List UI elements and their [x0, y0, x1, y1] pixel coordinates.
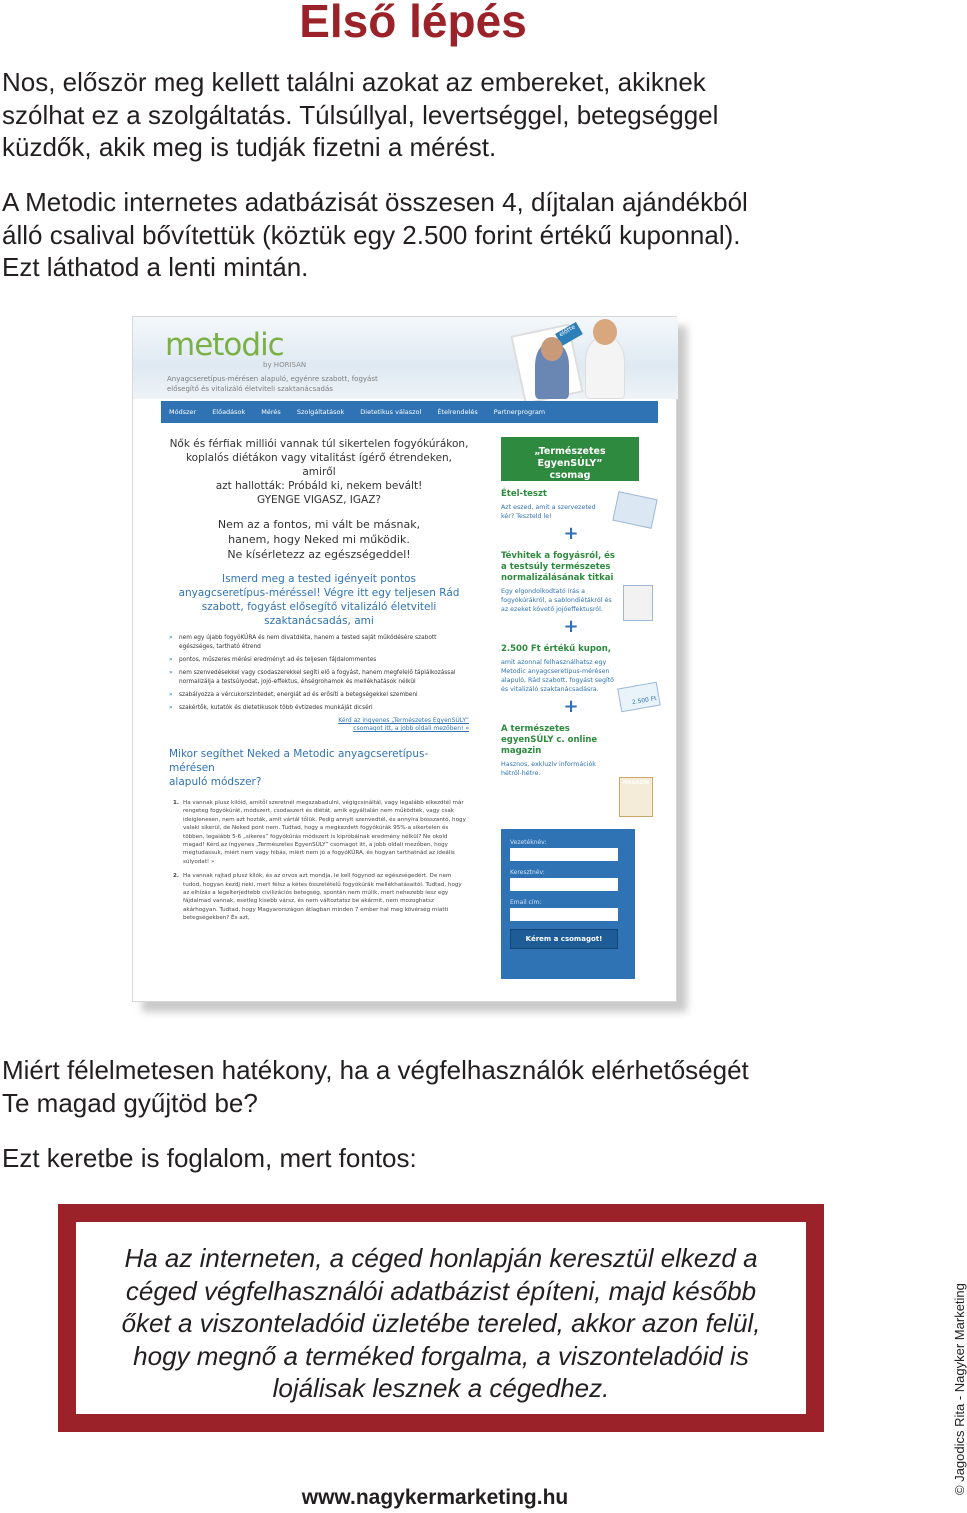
list-item: » nem egy újabb fogyóKÚRA és nem divatdiéta, hanem a tested saját működésére szabott egészséges, tartható étrend — [169, 634, 469, 652]
firstname-input[interactable] — [510, 878, 618, 891]
site-intro — [169, 437, 469, 507]
text-line: „Természetes EgyenSÚLY” — [534, 446, 606, 469]
text-line: szaktanácsadás, ami — [264, 615, 374, 627]
list-item-text: Ha vannak plusz kilóid, amitől szeretnél megszabadulni, végigcsináltál, vagy legalább elkezdtél már rengeteg fogyókúrát, módszert, csodaszert és diétát, amik egyáltalán nem működtek, vagy csak ideiglenesen, nem azt hozták, amit vártál tőlük. Pedig annyit szenvedtél, és annyira bosszantó, hogy valaki sikerül, de Neked pont nem. Tudtad, hogy a megkezdett fogyókúrák 95%-a sikertelen és többen, legalább 5-6 „sikeres” fogyókúrás módszert is kipróbálnak eredmény nélkül? Ne okold magad! Kérd az ingyenes „Természetes EgyenSÚLY” csomagot itt, a jobb oldali mezőben, hogy megtudassuk, miért nem vagy hibás, miért nem jó a fogyóKÚRA, és hogyan tarthatnád az ideális súlyodat! » — [183, 800, 466, 865]
text-line: Miért félelmetesen hatékony, ha a végfelhasználók elérhetőségét — [2, 1055, 749, 1085]
gift-text: Azt eszed, amit a szervezeted kér? Teszteld le! — [501, 504, 596, 520]
text-line: csomagot itt, a jobb oldali mezőben! » — [353, 725, 469, 732]
nav-item-modszer[interactable]: Módszer — [169, 408, 197, 416]
text-line: Nők és férfiak milliói vannak túl sikertelen fogyókúrákon, — [169, 438, 469, 450]
gift-title: A természetes egyenSÚLY c. online magazin — [501, 724, 598, 756]
list-item: 2. Ha vannak rajtad plusz kilók, és az orvos azt mondja, le kell fogynod az egészségedért. De nem tudod, hogyan kezdj neki, mert félsz a kétes összetételű fogyókúrák mellékhatásaitól. Tudtad, hogy az elhízás a legelterjedtebb civilizációs betegség, spontán nem múlik, mert nehezebb lesz egy fájdalmad vannak, esetleg kisebb vársz, és nem változtatsz be akármit, nem mozoghatsz akárhogyan. Tudtad, hogy Magyarországon átlagban minden 7 ember hal meg kövérség miatti betegségekben? És azt, — [173, 873, 462, 922]
site-intro-3 — [169, 572, 469, 628]
site-header — [133, 317, 678, 399]
text-line: küzdők, akik meg is tudják fizetni a mérést. — [2, 132, 497, 162]
text-line: álló csalival bővítettük (köztük egy 2.500 forint értékű kuponnal). — [2, 219, 741, 250]
text-line: Kérd az ingyenes „Természetes EgyenSÚLY” — [338, 717, 469, 724]
site-logo-sub: by HORISAN — [263, 361, 307, 369]
text-line: Ha az interneten, a céged honlapján keresztül elkezd a — [124, 1243, 758, 1273]
text-line: Ismerd meg a tested igényeit pontos — [222, 573, 416, 585]
text-line: anyagcseretípus-méréssel! Végre itt egy teljesen Rád — [178, 587, 460, 599]
text-line: azt hallották: Próbáld ki, nekem bevált! — [215, 480, 423, 492]
gift-text: amit azonnal felhasználhatsz egy Metodic anyagcseretípus-mérésen alapuló, Rád szabott, fogyást segítő és vitalizáló szaktanácsadásra. — [501, 659, 615, 693]
request-package-button[interactable]: Kérem a csomagot! — [510, 929, 618, 949]
request-package-link[interactable] — [169, 717, 469, 733]
site-how-heading — [169, 747, 469, 789]
text-line: alapuló módszer? — [169, 776, 262, 788]
lastname-label: Vezetéknév: — [510, 839, 547, 846]
list-item: » nem szenvedésekkel vagy csodaszerekkel segíti elő a fogyást, hanem megfelelő táplálkozással normalizálja a testsúlyodat, jojó-effektus, éhségrohamok és mellékhatások nélkül — [169, 669, 469, 687]
before-tag: előtte — [555, 322, 583, 346]
tevhitek-thumbnail — [623, 585, 653, 621]
plus-icon: + — [563, 523, 579, 544]
copyright-notice: © Jagodics Rita - Nagyker Marketing — [952, 1283, 967, 1495]
nav-item-dietetikus[interactable]: Dietetikus válaszol — [360, 408, 422, 416]
email-label: Email cím: — [510, 899, 542, 906]
site-tagline: Anyagcseretípus-mérésen alapuló, egyénre szabott, fogyást elősegítő és vitalizáló életviteli szaktanácsadás — [167, 375, 378, 393]
package-banner — [501, 437, 639, 481]
list-item: » szabályozza a vércukorszintedet, energiát ad és erősíti a betegségekkel szembeni — [169, 691, 469, 700]
nav-item-partnerprogram[interactable]: Partnerprogram — [493, 408, 546, 416]
person-photo-after — [585, 337, 625, 399]
gift-title: Étel-teszt — [501, 489, 547, 499]
paragraph-metodic — [2, 186, 802, 284]
gift-item-kupon — [501, 644, 619, 694]
text-line: szólhat ez a szolgáltatás. Túlsúllyal, levertséggel, betegséggel — [2, 99, 719, 130]
gift-title: Tévhitek a fogyásról, és a testsúly természetes normalizálásának titkai — [501, 551, 615, 583]
gift-title: 2.500 Ft értékű kupon, — [501, 644, 612, 654]
site-sidebar — [501, 437, 658, 786]
highlight-quote — [76, 1242, 806, 1405]
firstname-label: Keresztnév: — [510, 869, 545, 876]
text-line: hanem, hogy Neked mi működik. — [228, 533, 410, 546]
text-line: GYENGE VIGASZ, IGAZ? — [257, 494, 381, 506]
text-line: Ezt keretbe is foglalom, mert fontos: — [2, 1143, 417, 1173]
text-line: Mikor segíthet Neked a Metodic anyagcseretípus-mérésen — [169, 748, 429, 774]
person-head-after — [593, 319, 617, 345]
gift-text: Egy elgondolkodtató írás a fogyókúrákról, a sablondiétákról és az ezeket követő jojóeffektusról. — [501, 588, 612, 613]
text-line: őket a viszonteladóid üzletébe tereled, akkor azon felül, — [121, 1308, 761, 1338]
magazine-thumbnail: MAGAZIN — [619, 777, 653, 817]
screenshot-frame — [132, 316, 677, 1002]
nav-item-eloadasok[interactable]: Előadások — [212, 408, 246, 416]
text-line: Ne kísérletezz az egészségeddel! — [227, 548, 411, 561]
etel-teszt-thumbnail — [612, 491, 657, 529]
nav-item-etelrendeles[interactable]: Ételrendelés — [437, 408, 478, 416]
coupon-thumbnail: 2.500 Ft — [617, 682, 661, 713]
text-line: A Metodic internetes adatbázisát összesen 4, díjtalan ajándékból — [2, 187, 748, 217]
gift-text: Hasznos, exkluzív információk hétről-hétre. — [501, 761, 596, 777]
footer-url[interactable]: www.nagykermarketing.hu — [301, 1486, 569, 1509]
text-line: hogy megnő a terméked forgalma, a viszonteladóid is — [133, 1340, 749, 1371]
text-line: Ezt láthatod a lenti mintán. — [2, 252, 309, 282]
paragraph-why — [2, 1054, 802, 1119]
gift-item-etel-teszt — [501, 489, 609, 521]
text-line: Nem az a fontos, mi vált be másnak, — [217, 518, 421, 531]
nav-item-szolgaltatasok[interactable]: Szolgáltatások — [296, 408, 345, 416]
text-line: szabott, fogyást elősegítő vitalizáló életviteli — [201, 601, 437, 613]
highlight-frame — [58, 1204, 824, 1432]
site-nav — [161, 401, 658, 423]
signup-form — [501, 829, 635, 979]
text-line: Nos, először meg kellett találni azokat az embereket, akiknek — [2, 67, 706, 97]
list-item: » szakértők, kutatók és dietetikusok több évtizedes munkáját dicséri — [169, 704, 469, 713]
list-item-text: Ha vannak rajtad plusz kilók, és az orvos azt mondja, le kell fogynod az egészségedért. De nem tudod, hogyan kezdj neki, mert félsz a kétes összetételű fogyókúrák mellékhatásaitól. Tudtad, hogy az elhízás a legelterjedtebb civilizációs betegség, spontán nem múlik, mert nehezebb lesz egy fájdalmad vannak, esetleg kisebb vársz, és nem változtatsz be akármit, nem mozoghatsz akárhogyan. Tudtad, hogy Magyarországon átlagban minden 7 ember hal meg kövérség miatti betegségekben? És azt, — [183, 873, 462, 922]
site-bullet-list — [169, 634, 469, 713]
site-main-column — [169, 437, 469, 929]
text-line: céged végfelhasználói adatbázist építeni, majd később — [125, 1275, 757, 1306]
page-title: Első lépés — [299, 0, 527, 47]
gift-item-tevhitek — [501, 551, 619, 614]
list-item: » pontos, műszeres mérési eredményt ad és teljesen fájdalommentes — [169, 656, 469, 665]
text-line: koplalós diétákon vagy vitalitást ígérő étrendeken, amiről — [185, 452, 453, 478]
site-intro-2 — [169, 517, 469, 562]
site-numbered-list — [169, 799, 469, 923]
email-input[interactable] — [510, 908, 618, 921]
nav-item-meres[interactable]: Mérés — [261, 408, 281, 416]
person-head-before — [541, 337, 563, 361]
paragraph-frame-intro — [2, 1142, 802, 1175]
gift-item-magazin — [501, 724, 609, 778]
text-line: csomag — [549, 470, 591, 481]
list-item: 1. Ha vannak plusz kilóid, amitől szeretnél megszabadulni, végigcsináltál, vagy legalább elkezdtél már rengeteg fogyókúrát, módszert, csodaszert és diétát, amik egyáltalán nem működtek, vagy csak ideiglenesen, nem azt hozták, amit vártál tőlük. Pedig annyit szenvedtél, és annyira bosszantó, hogy valaki sikerül, de Neked pont nem. Tudtad, hogy a megkezdett fogyókúrák 95%-a sikertelen és többen, legalább 5-6 „sikeres” fogyókúrás módszert is kipróbálnak eredmény nélkül? Ne okold magad! Kérd az ingyenes „Természetes EgyenSÚLY” csomagot itt, a jobb oldali mezőben, hogy megtudassuk, miért nem vagy hibás, miért nem jó a fogyóKÚRA, és hogyan tarthatnád az ideális súlyodat! » — [173, 800, 466, 865]
text-line: Te magad gyűjtöd be? — [2, 1087, 258, 1118]
text-line: lojálisak lesznek a cégedhez. — [272, 1373, 610, 1403]
plus-icon: + — [563, 616, 579, 637]
website-screenshot — [132, 316, 677, 1002]
plus-icon: + — [563, 696, 579, 717]
paragraph-intro — [2, 66, 802, 164]
lastname-input[interactable] — [510, 848, 618, 861]
site-logo[interactable]: metodic — [165, 327, 284, 363]
